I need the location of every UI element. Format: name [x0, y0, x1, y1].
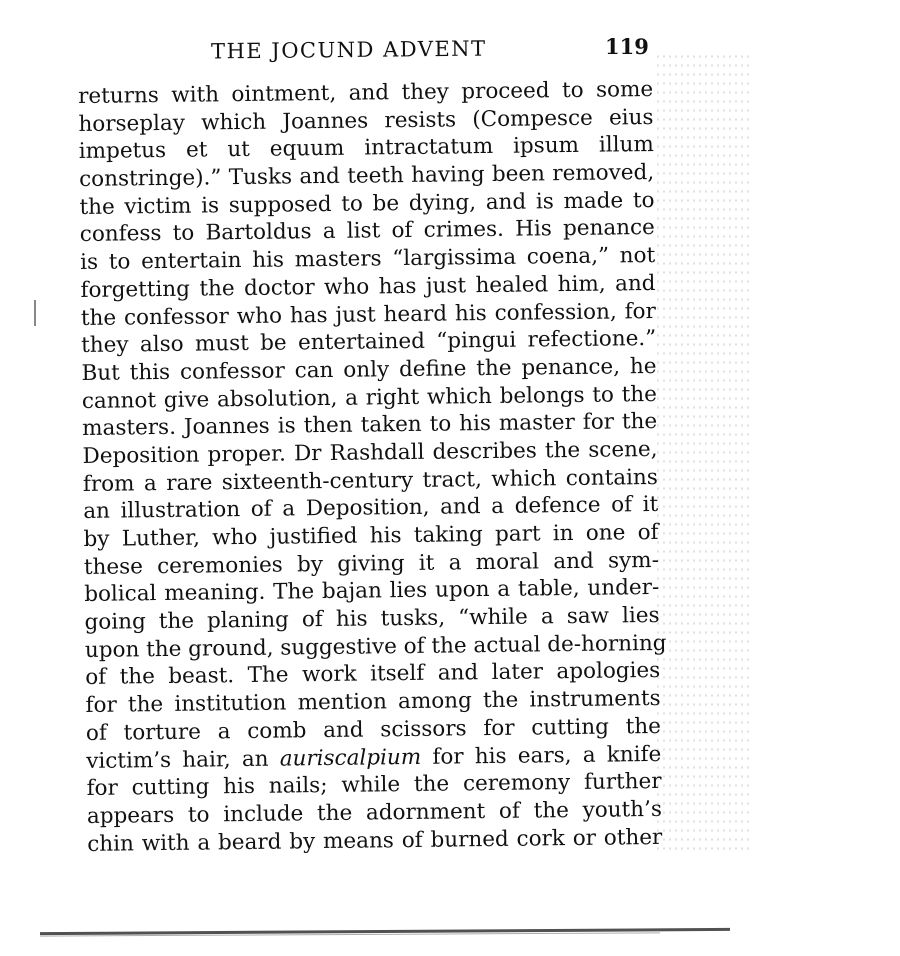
text-line: going the planing of his tusks, “while a saw lies: [84, 602, 660, 636]
text-line: horseplay which Joannes resists (Compesce eius: [78, 104, 654, 137]
text-line: for cutting his nails; while the ceremony further: [86, 769, 662, 802]
text-line: by Luther, who justified his taking part in one of: [83, 519, 659, 552]
text-line: But this confessor can only define the penance, he: [81, 353, 657, 386]
text-line: cannot give absolution, a right which belongs to the: [81, 381, 657, 414]
text-line: the victim is supposed to be dying, and is made to: [79, 187, 655, 220]
scan-noise: [655, 52, 750, 852]
italic-term: auriscalpium: [279, 744, 422, 772]
text-line: impetus et ut equum intractatum ipsum illum: [78, 132, 654, 165]
text-line: of torture a comb and scissors for cutting the: [85, 713, 662, 746]
text-line: masters. Joannes is then taken to his master for the: [82, 409, 658, 442]
text-line: is to entertain his masters “largissima coena,” not: [80, 243, 656, 276]
text-line: confess to Bartoldus a list of crimes. His penance: [79, 215, 655, 248]
text-segment: for his ears, a knife: [432, 741, 662, 770]
text-line: they also must be entertained “pingui refectione.”: [81, 326, 657, 359]
text-line: of the beast. The work itself and later apologies: [85, 658, 661, 691]
running-head: [205, 34, 655, 64]
text-line: constringe).” Tusks and teeth having been removed,: [79, 160, 655, 193]
text-line: an illustration of a Deposition, and a defence of it: [83, 492, 659, 525]
text-line: forgetting the doctor who has just healed him, and: [80, 270, 656, 303]
margin-mark: [34, 300, 36, 326]
running-title: THE JOCUND ADVENT: [210, 36, 487, 64]
text-line: for the institution mention among the instruments: [85, 686, 661, 719]
text-line: upon the ground, suggestive of the actual de-horning: [84, 630, 667, 663]
page-number: 119: [605, 34, 649, 59]
body-text: [78, 76, 667, 858]
text-line: Deposition proper. Dr Rashdall describes the scene,: [82, 436, 658, 469]
text-line: bolical meaning. The bajan lies upon a table, under-: [84, 575, 660, 608]
text-line: these ceremonies by giving it a moral and sym-: [83, 547, 660, 580]
text-line: the confessor who has just heard his confession, for: [80, 298, 656, 331]
text-segment: victim’s hair, an: [86, 746, 269, 774]
text-line: from a rare sixteenth-century tract, which contains: [82, 464, 659, 497]
text-line: returns with ointment, and they proceed to some: [78, 76, 654, 109]
text-line: appears to include the adornment of the youth’s: [86, 796, 663, 829]
text-line: chin with a beard by means of burned cork or other: [87, 824, 663, 857]
